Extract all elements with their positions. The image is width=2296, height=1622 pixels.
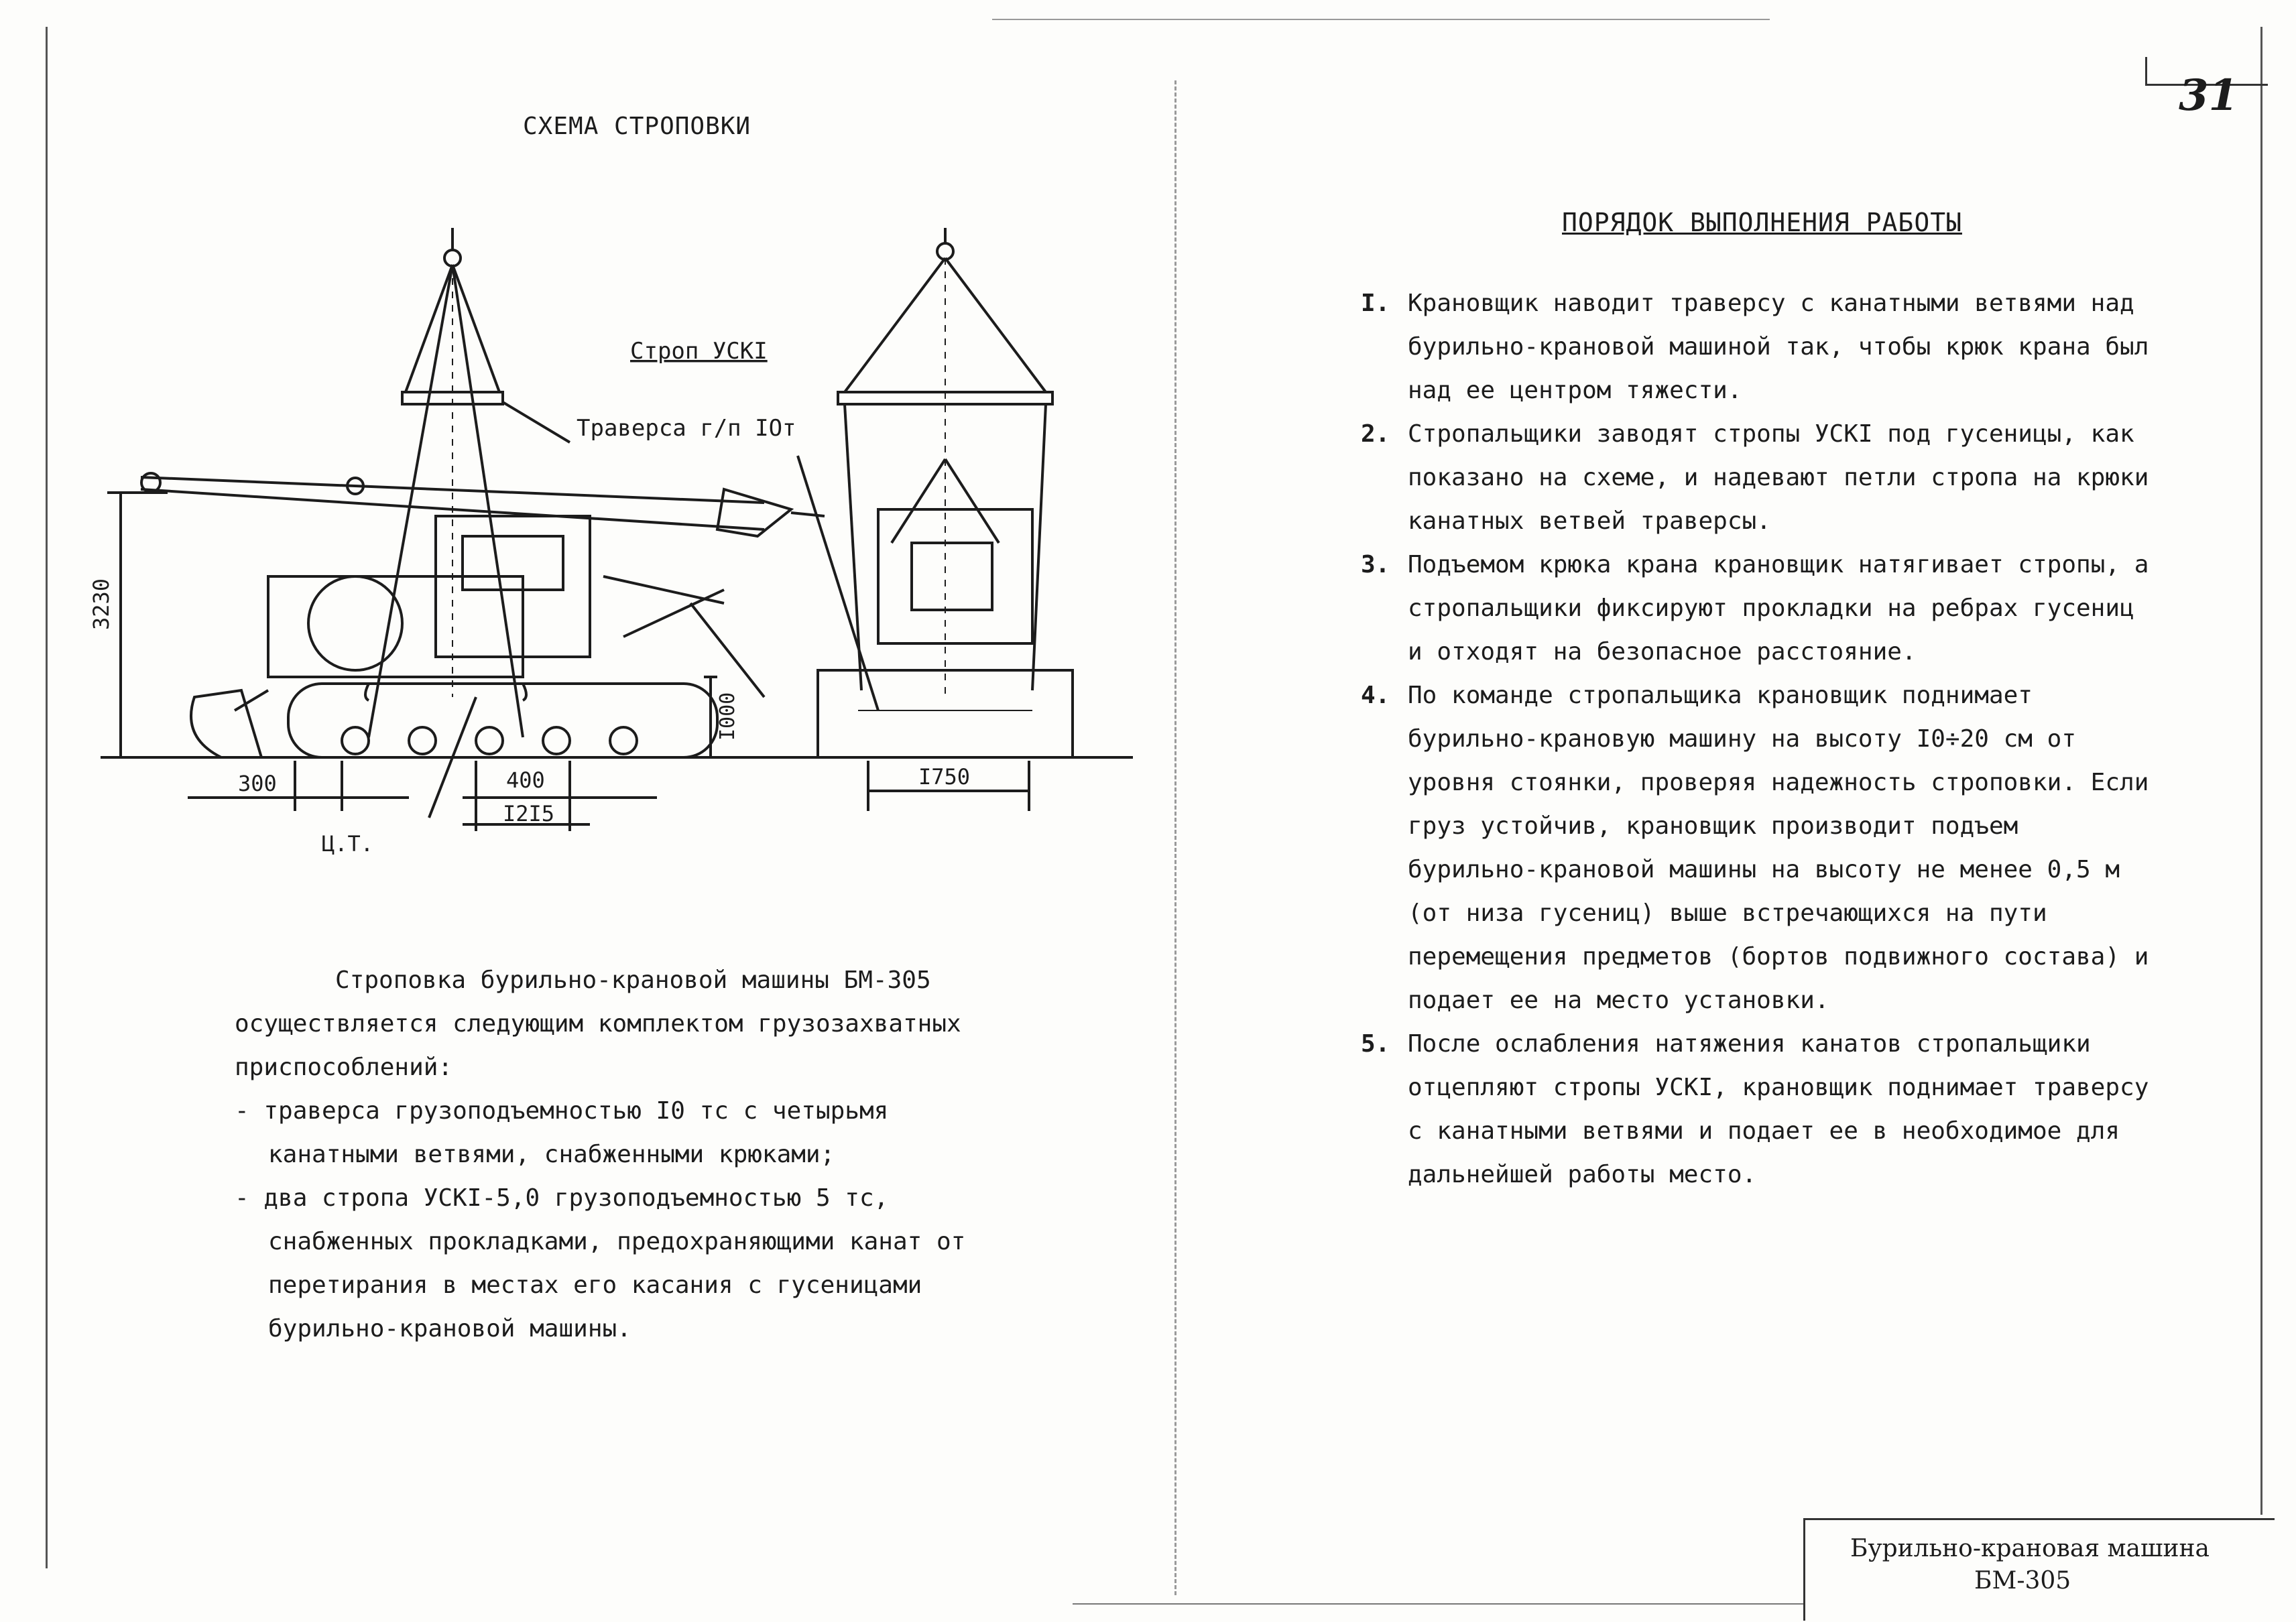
slinging-scheme-title: СХЕМА СТРОПОВКИ (523, 113, 751, 140)
dim-1750: I750 (918, 764, 971, 790)
bottom-edge (1073, 1603, 1803, 1605)
step-5 (1361, 1022, 2152, 1196)
step-number: 4. (1361, 682, 1390, 709)
top-edge (992, 19, 1770, 20)
step-text: После ослабления натяжения канатов стропальщики отцепляют стропы УСКI, крановщик поднимает траверсу с канатными ветвями и подает ее в необходимое для дальнейшей работы место. (1408, 1030, 2149, 1188)
label-center-of-gravity: Ц.Т. (322, 831, 374, 857)
procedure-steps (1361, 282, 2152, 1196)
left-page-border (46, 27, 48, 1568)
label-traverse: Траверса г/п IOт (577, 415, 796, 442)
dim-1000: I000 (716, 692, 739, 741)
step-number: 3. (1361, 551, 1390, 578)
sling-front-right (945, 258, 1046, 392)
work-procedure-title: ПОРЯДОК ВЫПОЛНЕНИЯ РАБОТЫ (1562, 208, 1962, 237)
crane-hook-front (937, 243, 953, 259)
slinging-diagram (87, 228, 1133, 878)
track-front (818, 670, 1073, 757)
step-number: 2. (1361, 420, 1390, 448)
equipment-item-traverse: - траверса грузоподъемностью I0 тс с четырьмя канатными ветвями, снабженными крюками; (235, 1097, 889, 1168)
label-strop: Строп УСКI (630, 338, 768, 365)
step-text: Подъемом крюка крана крановщик натягивает стропы, а стропальщики фиксируют прокладки на ребрах гусениц и отходят на безопасное расстояние. (1408, 551, 2149, 666)
step-text: По команде стропальщика крановщик поднимает бурильно-крановую машину на высоту I0÷20 см от уровня стоянки, проверяя надежность строповки. Если груз устойчив, крановщик производит подъем бурильно-крановой машины на высоту не менее 0,5 м (от низа гусениц) выше встречающихся на пути перемещения предметов (бортов подвижного состава) и подает ее на место установки. (1408, 682, 2149, 1014)
dim-1215: I2I5 (503, 801, 555, 826)
equipment-item-slings: - два стропа УСКI-5,0 грузоподъемностью 5 тс, снабженных прокладками, предохраняющими канат от перетирания в местах его касания с гусеницами бурильно-крановой машины. (235, 1184, 966, 1343)
left-description (235, 958, 1026, 1351)
page-number: 31 (2179, 70, 2239, 121)
step-3 (1361, 543, 2152, 674)
step-1 (1361, 282, 2152, 412)
stamp-machine-model: БМ-305 (1974, 1567, 2071, 1595)
right-page-border (2260, 27, 2262, 1515)
step-number: 5. (1361, 1030, 1390, 1058)
sling-right-side (452, 265, 523, 737)
step-4 (1361, 674, 2152, 1022)
dim-3230: 3230 (88, 578, 114, 630)
crane-hook-side (444, 250, 461, 266)
step-text: Стропальщики заводят стропы УСКI под гусеницы, как показано на схеме, и надевают петли стропа на крюки канатных ветвей траверсы. (1408, 420, 2149, 535)
stamp-machine-name: Бурильно-крановая машина (1850, 1535, 2210, 1562)
dim-300: 300 (238, 771, 277, 796)
step-2 (1361, 412, 2152, 543)
step-text: Крановщик наводит траверсу с канатными ветвями над бурильно-крановой машиной так, чтобы крюк крана был над ее центром тяжести. (1408, 290, 2149, 404)
intro-paragraph: Строповка бурильно-крановой машины БМ-305 осуществляется следующим комплектом грузозахватных приспособлений: (235, 966, 961, 1081)
sling-left-side (369, 265, 452, 737)
page-fold-line (1174, 80, 1176, 1595)
sling-front-left (845, 258, 945, 392)
dim-400: 400 (506, 767, 545, 793)
strop-leader (798, 456, 878, 710)
step-number: I. (1361, 290, 1390, 317)
traverse-leader (503, 402, 570, 442)
